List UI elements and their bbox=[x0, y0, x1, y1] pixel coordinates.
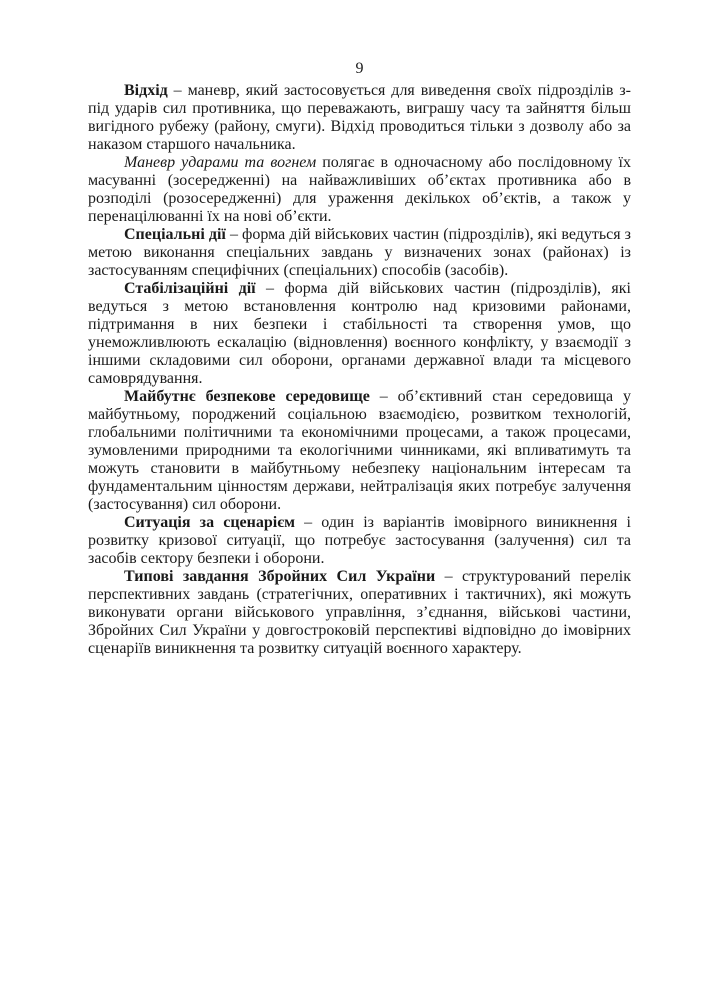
paragraphs bbox=[88, 82, 631, 658]
definition-term: Ситуація за сценарієм bbox=[124, 514, 296, 531]
page-number: 9 bbox=[355, 60, 364, 77]
definition-term: Стабілізаційні дії bbox=[124, 280, 256, 297]
definition-paragraph bbox=[88, 280, 631, 388]
definition-text: – об’єктивний стан середовища у майбутньому, породжений соціальною взаємодією, розвитком технологій, глобальними політичними та економічними процесами, а також процесами, зумовленими природними та екологічними чинниками, які впливатимуть та можуть становити в майбутньому небезпеку національним інтересам та фундаментальним цінностям держави, нейтралізація яких потребує залучення (застосування) сил оборони. bbox=[88, 388, 631, 513]
definition-paragraph bbox=[88, 568, 631, 658]
document-page bbox=[88, 60, 631, 658]
definition-paragraph bbox=[88, 514, 631, 568]
definition-paragraph bbox=[88, 82, 631, 154]
definition-text: – форма дій військових частин (підрозділів), які ведуться з метою виконання спеціальних завдань у визначених зонах (районах) із застосуванням специфічних (спеціальних) способів (засобів). bbox=[88, 226, 632, 279]
definition-paragraph bbox=[88, 388, 631, 514]
definition-text: – структурований перелік перспективних завдань (стратегічних, оперативних і тактичних), які можуть виконувати органи військового управління, з’єднання, військові частини, Збройних Сил України у довгостроковій перспективі відповідно до імовірних сценаріїв виникнення та розвитку ситуацій воєнного характеру. bbox=[88, 568, 631, 657]
definition-term: Відхід bbox=[124, 82, 168, 99]
definition-paragraph bbox=[88, 226, 631, 280]
definition-term: Маневр ударами та вогнем bbox=[124, 154, 317, 171]
definition-term: Спеціальні дії bbox=[124, 226, 226, 243]
definition-paragraph bbox=[88, 154, 631, 226]
definition-text: – один із варіантів імовірного виникнення і розвитку кризової ситуації, що потребує застосування (залучення) сил та засобів сектору безпеки і оборони. bbox=[88, 514, 631, 567]
definition-term: Майбутнє безпекове середовище bbox=[124, 388, 370, 405]
definition-term: Типові завдання Збройних Сил України bbox=[124, 568, 436, 585]
definition-text: полягає в одночасному або послідовному їх масуванні (зосередженні) на найважливіших об’єктах противника або в розподілі (розосередженні) для ураження декількох об’єктів, а також у перенацілюванні їх на нові об’єкти. bbox=[88, 154, 631, 225]
definition-text: – форма дій військових частин (підрозділів), які ведуться з метою встановлення контролю над кризовими районами, підтримання в них безпеки і стабільності та створення умов, що унеможливлюють ескалацію (відновлення) воєнного конфлікту, у взаємодії з іншими складовими сил оборони, органами державної влади та місцевого самоврядування. bbox=[88, 280, 632, 387]
definition-text: – маневр, який застосовується для виведення своїх підрозділів з-під ударів сил противника, що переважають, виграшу часу та зайняття більш вигідного рубежу (району, смуги). Відхід проводиться тільки з дозволу або за наказом старшого начальника. bbox=[88, 82, 631, 153]
